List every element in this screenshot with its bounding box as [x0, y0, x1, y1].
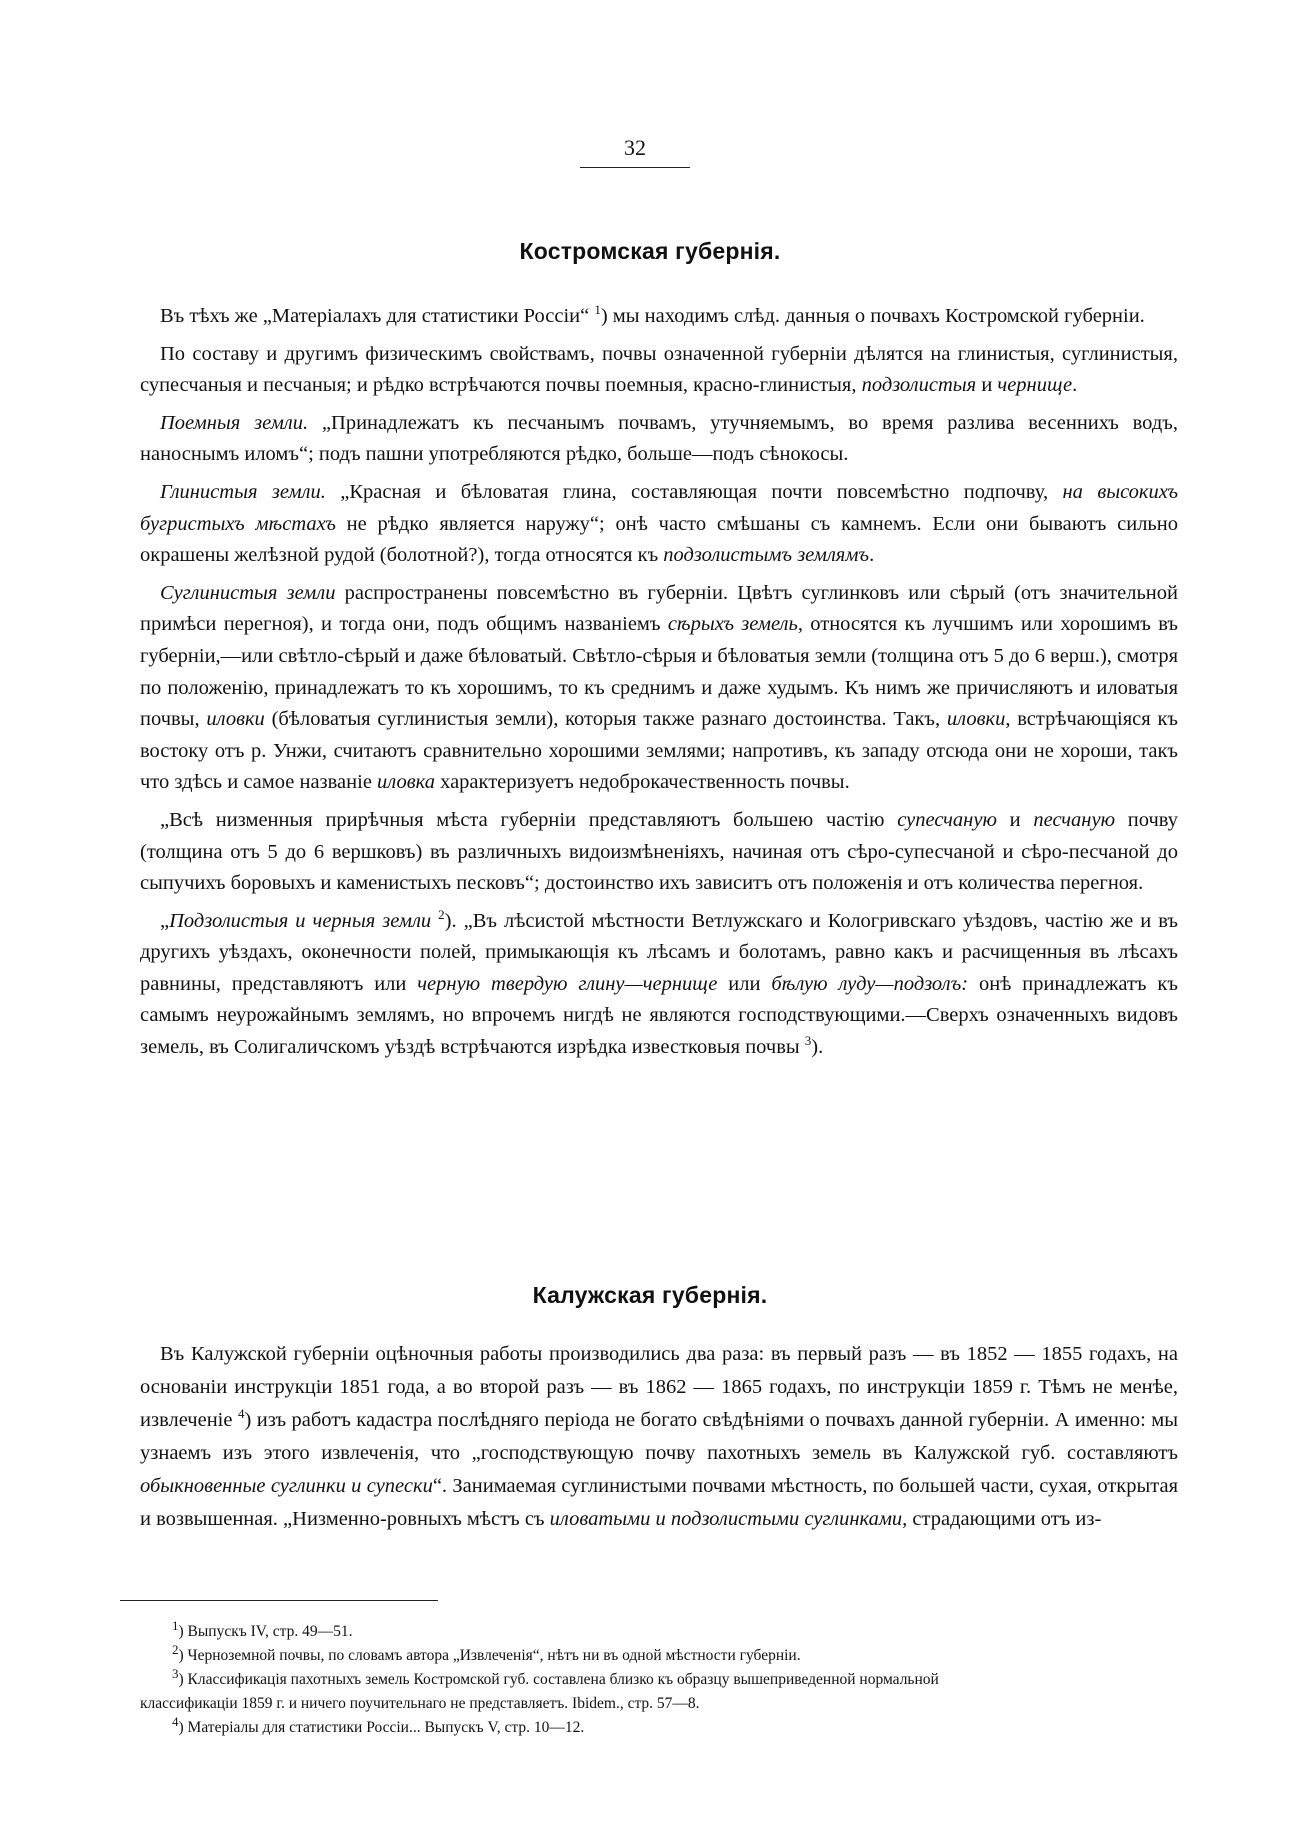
footnote-text: ) Матеріалы для статистики Россіи... Выпускъ V, стр. 10—12. — [178, 1719, 585, 1736]
footnote-text: ) Выпускъ IV, стр. 49—51. — [178, 1623, 353, 1640]
text-run: Въ Калужской губерніи оцѣночныя работы производились два раза: въ первый разъ — въ 1852 — 1855 годахъ, на основаніи инструкціи 1851 года, а во второй разъ — въ 1862 — 1865 годахъ, по инструкціи 1859 г. Тѣмъ не менѣе, извлеченіе — [140, 1343, 1178, 1431]
italic-term: черную твердую глину—чернище — [417, 972, 718, 995]
paragraph — [140, 408, 1178, 471]
italic-term: подзолистыя — [861, 374, 977, 397]
italic-term: Глинистыя земли. — [160, 480, 326, 503]
text-run: страдающими отъ из- — [907, 1508, 1102, 1530]
footnote-ref[interactable]: 3 — [804, 1033, 812, 1049]
text-run: . — [869, 544, 875, 567]
text-run: характеризуетъ недоброкачественность почвы. — [434, 771, 850, 794]
footnote-mark: 3 — [172, 1665, 179, 1681]
text-run: По составу и другимъ физическимъ свойствамъ, почвы означенной губерніи дѣлятся на глинистыя, суглинистыя, супесчаныя и песчаныя; и рѣдко встрѣчаются почвы поемныя, красно-глинистыя, — [140, 342, 1178, 397]
footnote-mark: 2 — [172, 1641, 179, 1657]
section-body-kostroma — [140, 301, 1178, 1070]
footnote-mark: 4 — [172, 1713, 179, 1729]
italic-term: иловка — [377, 771, 435, 794]
text-run: „Красная и бѣловатая глина, составляющая почти повсемѣстно подпочву, — [325, 480, 1063, 503]
text-run: или — [717, 972, 772, 995]
text-run: и — [996, 808, 1034, 831]
footnote-text: классификаціи 1859 г. и ничего поучительнаго не представляетъ. Ibidem., стр. 57—8. — [140, 1695, 700, 1712]
text-run: „Принадлежатъ къ песчанымъ почвамъ, утучняемымъ, во время разлива весеннихъ водъ, наноснымъ иломъ“; подъ пашни употребляются рѣдко, больше—подъ сѣнокосы. — [140, 411, 1178, 466]
text-run: „Всѣ низменныя прирѣчныя мѣста губерніи представляютъ большею частію — [160, 808, 898, 831]
paragraph — [140, 1338, 1178, 1536]
section-body-kaluga — [140, 1338, 1178, 1542]
text-run: „ — [160, 909, 170, 932]
italic-term: иловки — [946, 708, 1006, 731]
footnote-ref[interactable]: 1 — [594, 302, 601, 318]
footnote-mark: 1 — [172, 1617, 179, 1633]
italic-term: песчаную — [1033, 808, 1116, 831]
footnotes — [140, 1617, 1180, 1740]
footnote-text: ) Черноземной почвы, по словамъ автора „Извлеченія“, нѣтъ ни въ одной мѣстности губерніи. — [178, 1647, 801, 1664]
paragraph — [140, 906, 1178, 1064]
italic-term: иловки — [206, 708, 265, 731]
text-run: Въ тѣхъ же „Матеріалахъ для статистики Россіи“ — [160, 305, 595, 327]
footnote-text: ) Классификація пахотныхъ земель Костромской губ. составлена близко къ образцу вышеприведенной нормальной — [178, 1671, 939, 1688]
footnote — [140, 1665, 1180, 1692]
italic-term: на высокихъ бугристыхъ мѣстахъ — [140, 480, 1179, 535]
italic-term: иловатыми и подзолистыми суглинками, — [549, 1508, 908, 1530]
text-run: и — [976, 374, 998, 397]
paragraph — [140, 805, 1178, 900]
page-number: 32 — [580, 135, 690, 168]
footnote-ref[interactable]: 2 — [438, 906, 445, 922]
text-run: почву (толщина отъ 5 до 6 вершковъ) въ различныхъ видоизмѣненіяхъ, начиная отъ сѣро-супесчаной и сѣро-песчаной до сыпучихъ боровыхъ и каменистыхъ песковъ“; достоинство ихъ зависитъ отъ положенія и отъ количества перегноя. — [140, 808, 1178, 895]
italic-term: подзолистымъ землямъ — [663, 544, 870, 567]
italic-term: супесчаную — [897, 808, 997, 831]
text-run: ). „Въ лѣсистой мѣстности Ветлужскаго и Кологривскаго уѣздовъ, частію же и въ другихъ уѣздахъ, оконечности полей, примыкающія къ лѣсамъ и болотамъ, равно какъ и расчищенныя въ лѣсахъ равнины, представляютъ или — [140, 909, 1179, 995]
text-run: не рѣдко является наружу“; онѣ часто смѣшаны съ камнемъ. Если они бываютъ сильно окрашены желѣзной рудой (болотной?), тогда относятся къ — [140, 512, 1178, 567]
text-run: ) мы находимъ слѣд. данныя о почвахъ Костромской губерніи. — [600, 305, 1145, 327]
section-title-kaluga: Калужская губернія. — [532, 1282, 768, 1308]
section-title-kostroma: Костромская губернія. — [519, 238, 781, 264]
italic-term: сѣрыхъ земель — [667, 613, 798, 636]
italic-term: обыкновенные суглинки и супески — [140, 1475, 433, 1497]
text-run: , относятся къ лучшимъ или хорошимъ въ губерніи,—или свѣтло-сѣрый и даже бѣловатый. Свѣтло-сѣрыя и бѣловатыя земли (толщина отъ 5 до 6 верш.), смотря по положенію, принадлежатъ то къ хорошимъ, то къ среднимъ и даже худымъ. Къ нимъ же причисляютъ и иловатыя почвы, — [140, 613, 1178, 731]
text-run: распространены повсемѣстно въ губерніи. Цвѣтъ суглинковъ или сѣрый (отъ значительной примѣси перегноя), и тогда они, подъ общимъ названіемъ — [140, 581, 1178, 636]
text-run: онѣ принадлежатъ къ самымъ неурожайнымъ землямъ, но впрочемъ нигдѣ не являются господствующими.—Сверхъ означенныхъ видовъ земель, въ Солигаличскомъ уѣздѣ встрѣчаются изрѣдка известковыя почвы — [140, 972, 1178, 1059]
italic-term: Поемныя земли. — [160, 411, 309, 434]
italic-term: Подзолистыя и черныя земли — [169, 909, 432, 932]
text-run: (бѣловатыя суглинистыя земли), которыя также разнаго достоинства. Такъ, — [264, 708, 947, 731]
text-run: “. Занимаемая суглинистыми почвами мѣстность, по большей части, сухая, открытая и возвышенная. „Низменно-ровныхъ мѣстъ съ — [140, 1475, 1178, 1530]
footnote-divider — [120, 1600, 438, 1601]
paragraph — [140, 477, 1178, 572]
italic-term: чернище — [997, 374, 1073, 397]
footnote — [140, 1617, 1180, 1644]
paragraph — [140, 301, 1178, 333]
text-run: ). — [811, 1036, 824, 1059]
footnote — [140, 1713, 1180, 1740]
footnote-continuation — [140, 1692, 1180, 1716]
text-run: ) изъ работъ кадастра послѣдняго періода не богато свѣдѣніями о почвахъ данной губерніи. А именно: мы узнаемъ изъ этого извлеченія, что „господствующую почву пахотныхъ земель въ Калужской губ. составляютъ — [140, 1409, 1178, 1464]
footnote-ref[interactable]: 4 — [237, 1406, 245, 1422]
paragraph — [140, 578, 1178, 799]
italic-term: бѣлую луду—подзолъ: — [771, 972, 969, 995]
italic-term: Суглинистыя земли — [160, 581, 336, 604]
text-run: , встрѣчающіяся къ востоку отъ р. Унжи, считаютъ сравнительно хорошими землями; напротивъ, къ западу отсюда они не хороши, такъ что здѣсь и самое названіе — [140, 708, 1179, 794]
footnote — [140, 1641, 1180, 1668]
paragraph — [140, 339, 1178, 402]
text-run: . — [1072, 374, 1078, 397]
